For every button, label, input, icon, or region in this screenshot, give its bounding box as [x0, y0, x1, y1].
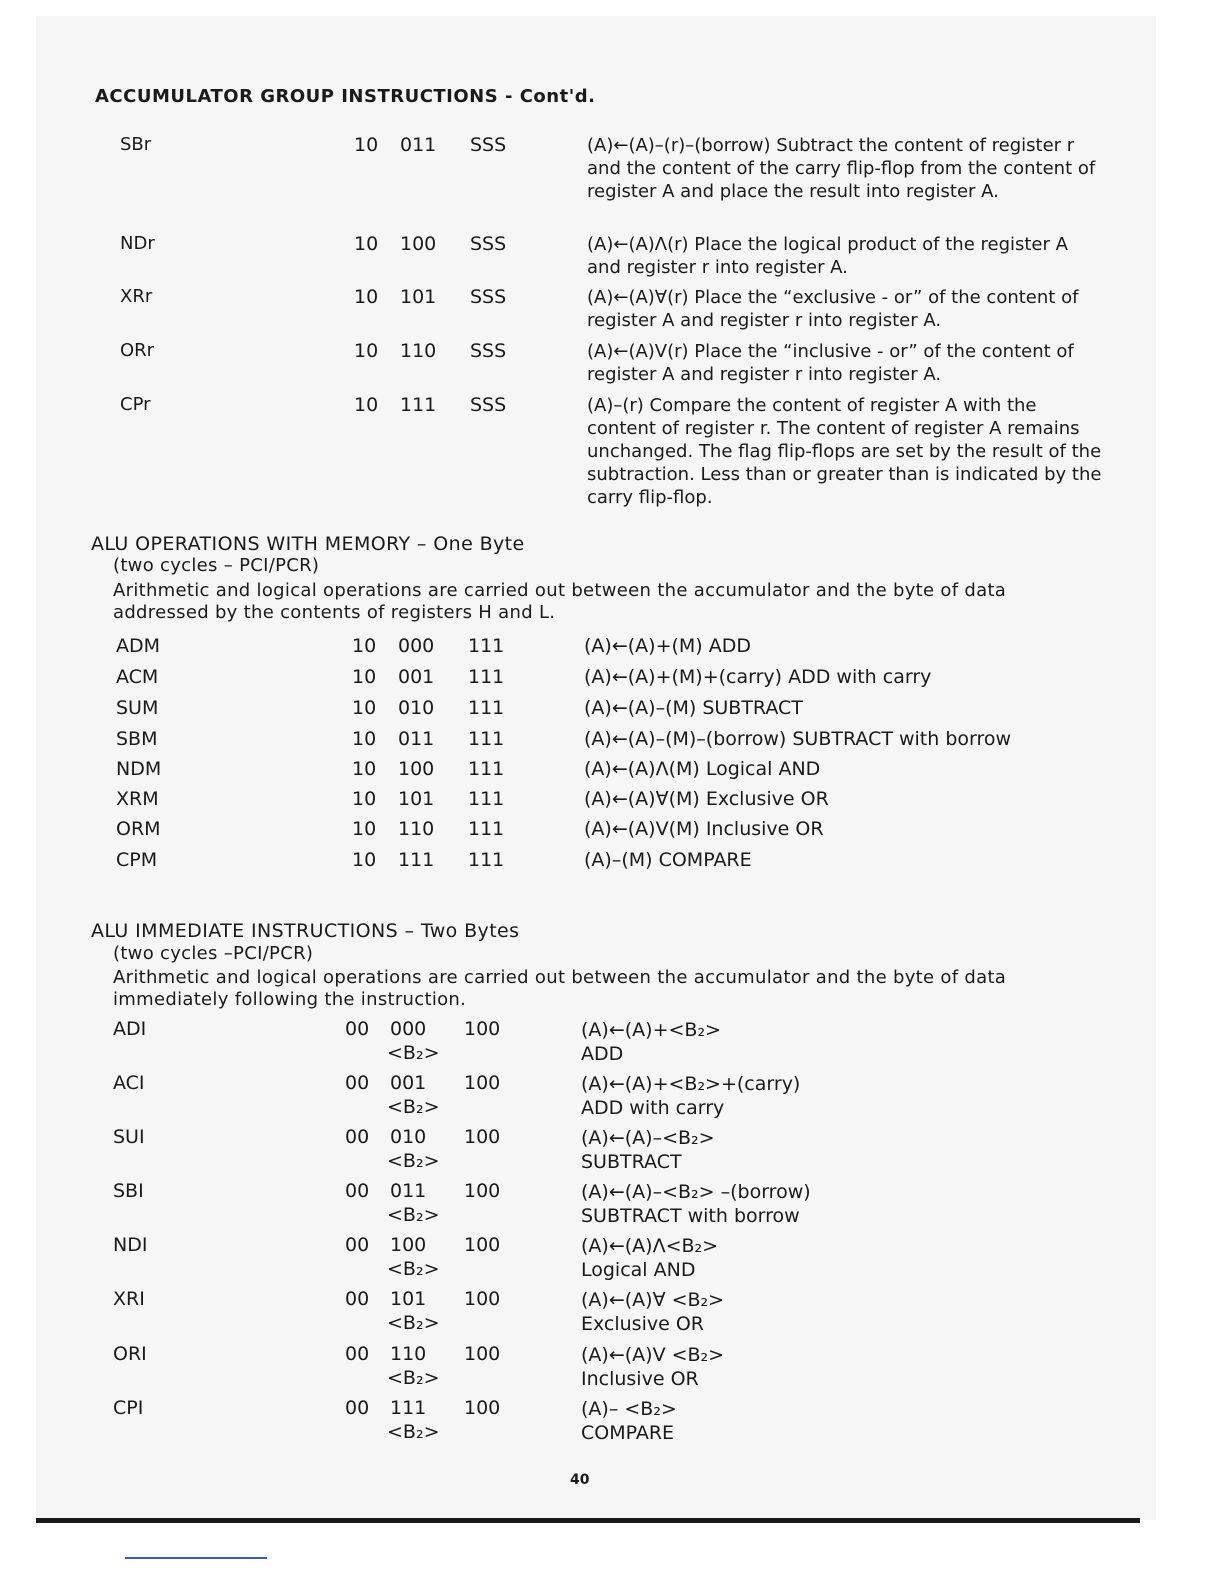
opcode-field-1: 10 [352, 788, 377, 810]
opcode-field-1: 10 [354, 340, 379, 362]
instr-description: (A)–(M) COMPARE [584, 849, 752, 871]
opcode-field-1: 10 [352, 849, 377, 871]
opcode-field-2: 111 [398, 849, 435, 871]
instr-operation: (A)←(A)∀ <B₂> [581, 1289, 725, 1311]
opcode-field-1: 00 [345, 1180, 370, 1202]
mnemonic: XRr [120, 286, 153, 307]
operand-byte: <B₂> [387, 1204, 440, 1226]
instr-operation: (A)←(A)Λ<B₂> [581, 1235, 719, 1257]
operand-byte: <B₂> [387, 1367, 440, 1389]
opcode-field-1: 10 [352, 697, 377, 719]
opcode-field-1: 10 [354, 233, 379, 255]
opcode-field-3: 111 [468, 697, 505, 719]
page-title: ACCUMULATOR GROUP INSTRUCTIONS - Cont'd. [95, 86, 596, 107]
opcode-field-3: 100 [464, 1288, 501, 1310]
opcode-field-1: 10 [354, 394, 379, 416]
opcode-field-3: 100 [464, 1343, 501, 1365]
opcode-field-3: 100 [464, 1072, 501, 1094]
opcode-field-1: 10 [352, 635, 377, 657]
mnemonic: XRM [116, 788, 159, 810]
opcode-field-2: 110 [398, 818, 435, 840]
mnemonic: CPI [113, 1397, 144, 1419]
mnemonic: SBM [116, 728, 158, 750]
opcode-field-2: 000 [398, 635, 435, 657]
instr-name: COMPARE [581, 1422, 675, 1444]
instr-description: (A)←(A)∀(M) Exclusive OR [584, 788, 829, 810]
opcode-field-3: 111 [468, 666, 505, 688]
instr-description: (A)←(A)+(M)+(carry) ADD with carry [584, 666, 932, 688]
instr-description: (A)←(A)Λ(r) Place the logical product of the register A and register r into register A. [587, 234, 1068, 278]
instr-description: (A)←(A)∀(r) Place the “exclusive - or” of the content of register A and register r into register A. [587, 287, 1079, 331]
section-heading-memory: ALU OPERATIONS WITH MEMORY – One Byte [91, 533, 525, 555]
instr-operation: (A)←(A)–<B₂> –(borrow) [581, 1181, 811, 1203]
opcode-field-3: 111 [468, 635, 505, 657]
instr-operation: (A)←(A)+<B₂> [581, 1019, 721, 1041]
instr-description [581, 1072, 1081, 1120]
mnemonic: SUM [116, 697, 159, 719]
opcode-field-1: 10 [352, 758, 377, 780]
opcode-field-3: SSS [470, 394, 507, 416]
instr-description: (A)←(A)Λ(M) Logical AND [584, 758, 821, 780]
instr-name: SUBTRACT with borrow [581, 1205, 800, 1227]
opcode-field-2: 100 [398, 758, 435, 780]
instr-name: SUBTRACT [581, 1151, 682, 1173]
opcode-field-1: 00 [345, 1126, 370, 1148]
section-paragraph-immediate: Arithmetic and logical operations are carried out between the accumulator and the byte of data immediately following the instruction. [113, 967, 1007, 1010]
instr-operation: (A)←(A)V <B₂> [581, 1344, 725, 1366]
opcode-field-3: 111 [468, 788, 505, 810]
instr-name: Inclusive OR [581, 1368, 699, 1390]
opcode-field-2: 011 [398, 728, 435, 750]
opcode-field-3: 100 [464, 1397, 501, 1419]
bottom-divider [36, 1518, 1140, 1523]
mnemonic: CPr [120, 394, 151, 415]
operand-byte: <B₂> [387, 1421, 440, 1443]
instr-description [581, 1234, 1081, 1282]
operand-byte: <B₂> [387, 1096, 440, 1118]
section-paragraph-memory: Arithmetic and logical operations are carried out between the accumulator and the byte of data addressed by the contents of registers H and L. [113, 580, 1007, 623]
instr-description [581, 1126, 1081, 1174]
opcode-field-2: 100 [390, 1234, 427, 1256]
instr-description: (A)←(A)–(M)–(borrow) SUBTRACT with borrow [584, 728, 1012, 750]
operand-byte: <B₂> [387, 1312, 440, 1334]
footer-rule [125, 1557, 267, 1559]
instr-description [581, 1180, 1081, 1228]
opcode-field-3: 100 [464, 1126, 501, 1148]
instr-name: Exclusive OR [581, 1313, 704, 1335]
opcode-field-2: 110 [400, 340, 437, 362]
mnemonic: ADI [113, 1018, 147, 1040]
instr-description [581, 1018, 1081, 1066]
opcode-field-1: 10 [352, 666, 377, 688]
opcode-field-1: 10 [352, 818, 377, 840]
instr-description [581, 1397, 1081, 1445]
opcode-field-2: 011 [390, 1180, 427, 1202]
instr-operation: (A)– <B₂> [581, 1398, 677, 1420]
operand-byte: <B₂> [387, 1042, 440, 1064]
instr-description: (A)←(A)–(r)–(borrow) Subtract the content of register r and the content of the carry flip-flop from the content of register A and place the result into register A. [587, 135, 1096, 202]
mnemonic: SBI [113, 1180, 144, 1202]
opcode-field-2: 101 [390, 1288, 427, 1310]
opcode-field-1: 10 [352, 728, 377, 750]
mnemonic: ACI [113, 1072, 145, 1094]
instr-name: ADD with carry [581, 1097, 725, 1119]
opcode-field-2: 101 [400, 286, 437, 308]
opcode-field-2: 110 [390, 1343, 427, 1365]
page-number: 40 [570, 1472, 590, 1488]
instr-name: ADD [581, 1043, 624, 1065]
operand-byte: <B₂> [387, 1150, 440, 1172]
opcode-field-2: 010 [390, 1126, 427, 1148]
opcode-field-2: 011 [400, 134, 437, 156]
mnemonic: NDM [116, 758, 162, 780]
instr-description: (A)←(A)+(M) ADD [584, 635, 752, 657]
opcode-field-3: 100 [464, 1018, 501, 1040]
instr-operation: (A)←(A)+<B₂>+(carry) [581, 1073, 801, 1095]
instr-operation: (A)←(A)–<B₂> [581, 1127, 715, 1149]
instr-description [581, 1343, 1081, 1391]
opcode-field-2: 101 [398, 788, 435, 810]
section-cycles-immediate: (two cycles –PCI/PCR) [113, 943, 314, 964]
opcode-field-3: SSS [470, 233, 507, 255]
opcode-field-2: 000 [390, 1018, 427, 1040]
mnemonic: ORI [113, 1343, 147, 1365]
mnemonic: CPM [116, 849, 158, 871]
mnemonic: XRI [113, 1288, 145, 1310]
mnemonic: ORM [116, 818, 161, 840]
instr-description: (A)←(A)–(M) SUBTRACT [584, 697, 803, 719]
opcode-field-1: 00 [345, 1343, 370, 1365]
opcode-field-3: 111 [468, 728, 505, 750]
opcode-field-3: 100 [464, 1234, 501, 1256]
section-heading-immediate: ALU IMMEDIATE INSTRUCTIONS – Two Bytes [91, 920, 520, 942]
opcode-field-3: SSS [470, 340, 507, 362]
instr-name: Logical AND [581, 1259, 696, 1281]
instr-description: (A)←(A)V(r) Place the “inclusive - or” of the content of register A and register r into register A. [587, 341, 1074, 385]
opcode-field-2: 111 [400, 394, 437, 416]
opcode-field-3: 100 [464, 1180, 501, 1202]
opcode-field-3: 111 [468, 818, 505, 840]
opcode-field-1: 10 [354, 134, 379, 156]
opcode-field-3: 111 [468, 758, 505, 780]
mnemonic: NDI [113, 1234, 148, 1256]
mnemonic: ORr [120, 340, 155, 361]
instr-description [581, 1288, 1081, 1336]
opcode-field-1: 00 [345, 1018, 370, 1040]
mnemonic: ACM [116, 666, 159, 688]
opcode-field-1: 00 [345, 1234, 370, 1256]
mnemonic: ADM [116, 635, 161, 657]
opcode-field-2: 010 [398, 697, 435, 719]
mnemonic: NDr [120, 233, 155, 254]
opcode-field-3: 111 [468, 849, 505, 871]
opcode-field-3: SSS [470, 286, 507, 308]
mnemonic: SUI [113, 1126, 145, 1148]
opcode-field-2: 001 [390, 1072, 427, 1094]
instr-description: (A)–(r) Compare the content of register A with the content of register r. The content of register A remains unchanged. The flag flip-flops are set by the result of the subtraction. Less than or greater than is indicated by the carry flip-flop. [587, 395, 1102, 508]
mnemonic: SBr [120, 134, 152, 155]
opcode-field-2: 001 [398, 666, 435, 688]
opcode-field-1: 00 [345, 1397, 370, 1419]
opcode-field-1: 00 [345, 1288, 370, 1310]
opcode-field-1: 00 [345, 1072, 370, 1094]
opcode-field-2: 100 [400, 233, 437, 255]
opcode-field-2: 111 [390, 1397, 427, 1419]
instr-description: (A)←(A)V(M) Inclusive OR [584, 818, 824, 840]
opcode-field-1: 10 [354, 286, 379, 308]
opcode-field-3: SSS [470, 134, 507, 156]
operand-byte: <B₂> [387, 1258, 440, 1280]
section-cycles-memory: (two cycles – PCI/PCR) [113, 555, 320, 576]
